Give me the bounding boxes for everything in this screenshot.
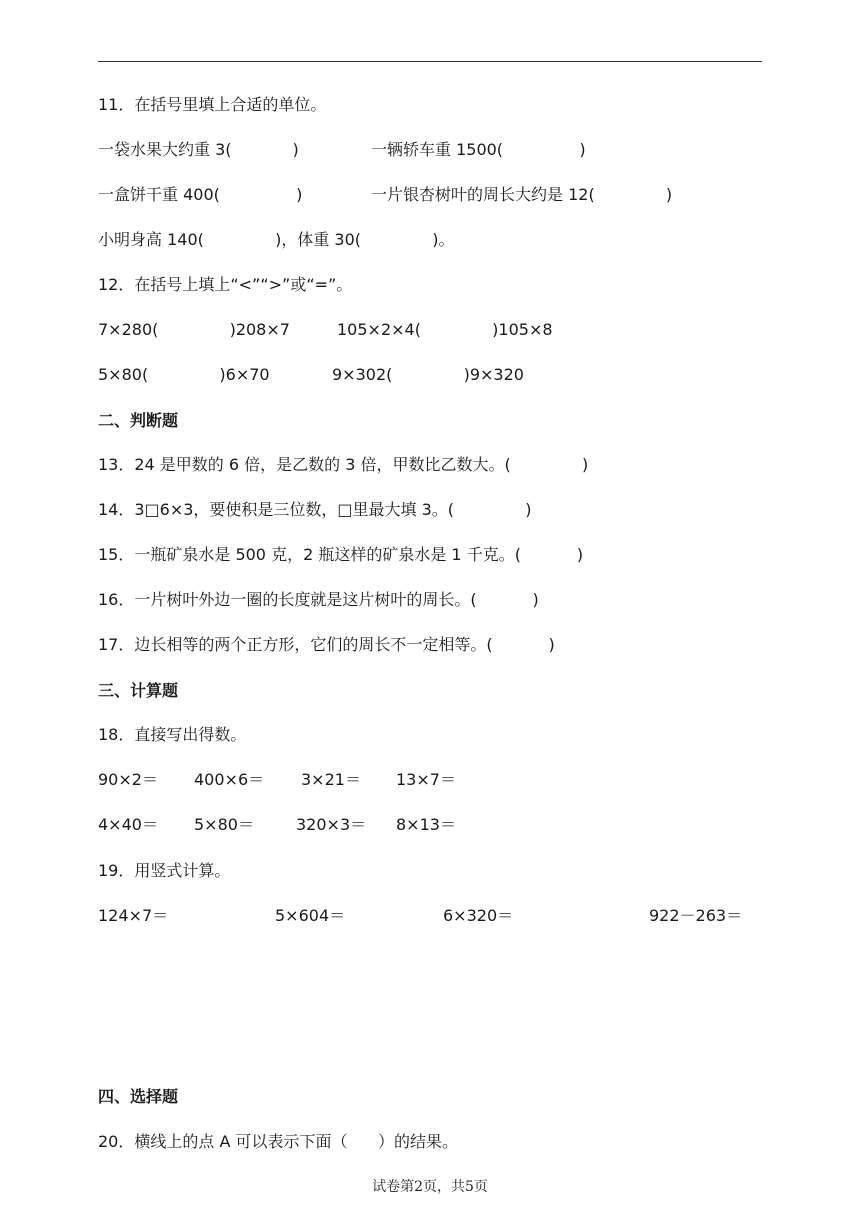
- calc-item: 3×21＝: [301, 770, 361, 789]
- calc-item: 320×3＝: [296, 815, 367, 834]
- page-footer: 试卷第2页，共5页: [372, 1179, 488, 1195]
- question-16: 16．一片树叶外边一圈的长度就是这片树叶的周长。( ): [98, 590, 539, 609]
- question-12-title: 12．在括号上填上“<”“>”或“=”。: [98, 275, 353, 294]
- question-11-row-2: [98, 185, 762, 205]
- question-11-row-1: [98, 140, 762, 160]
- question-19-row-1: [98, 906, 762, 926]
- section-heading-choice: 四、选择题: [98, 1087, 179, 1106]
- fill-blank-item: 一辆轿车重 1500( ): [371, 140, 586, 159]
- question-11-row-3: 小明身高 140( )，体重 30( )。: [98, 230, 455, 249]
- calc-item: 400×6＝: [194, 770, 265, 789]
- fill-blank-item: 一袋水果大约重 3( ): [98, 140, 299, 159]
- vertical-calc-item: 6×320＝: [443, 906, 514, 925]
- question-12-row-2: [98, 365, 762, 385]
- question-11-title: 11．在括号里填上合适的单位。: [98, 95, 327, 114]
- compare-item: 9×302( )9×320: [332, 365, 524, 384]
- question-12-row-1: [98, 320, 762, 340]
- fill-blank-item: 一片银杏树叶的周长大约是 12( ): [371, 185, 673, 204]
- question-18-row-1: [98, 770, 762, 790]
- question-18-row-2: [98, 815, 762, 835]
- calc-item: 5×80＝: [194, 815, 254, 834]
- calc-item: 90×2＝: [98, 770, 158, 789]
- vertical-calc-item: 922－263＝: [649, 906, 743, 925]
- calc-item: 4×40＝: [98, 815, 158, 834]
- vertical-calc-item: 5×604＝: [275, 906, 346, 925]
- question-13: 13．24 是甲数的 6 倍，是乙数的 3 倍，甲数比乙数大。( ): [98, 455, 589, 474]
- calc-item: 8×13＝: [396, 815, 456, 834]
- question-14: 14．3□6×3，要使积是三位数，□里最大填 3。( ): [98, 500, 532, 519]
- section-heading-calculation: 三、计算题: [98, 681, 179, 700]
- question-17: 17．边长相等的两个正方形，它们的周长不一定相等。( ): [98, 635, 555, 654]
- question-20: 20．横线上的点 A 可以表示下面（ ）的结果。: [98, 1132, 458, 1151]
- vertical-calc-item: 124×7＝: [98, 906, 169, 925]
- header-rule: [98, 61, 762, 62]
- compare-item: 105×2×4( )105×8: [337, 320, 553, 339]
- compare-item: 5×80( )6×70: [98, 365, 270, 384]
- question-18-title: 18．直接写出得数。: [98, 725, 247, 744]
- fill-blank-item: 一盒饼干重 400( ): [98, 185, 303, 204]
- question-19-title: 19．用竖式计算。: [98, 861, 231, 880]
- compare-item: 7×280( )208×7: [98, 320, 290, 339]
- calc-item: 13×7＝: [396, 770, 456, 789]
- question-15: 15．一瓶矿泉水是 500 克，2 瓶这样的矿泉水是 1 千克。( ): [98, 545, 584, 564]
- section-heading-judgement: 二、判断题: [98, 411, 179, 430]
